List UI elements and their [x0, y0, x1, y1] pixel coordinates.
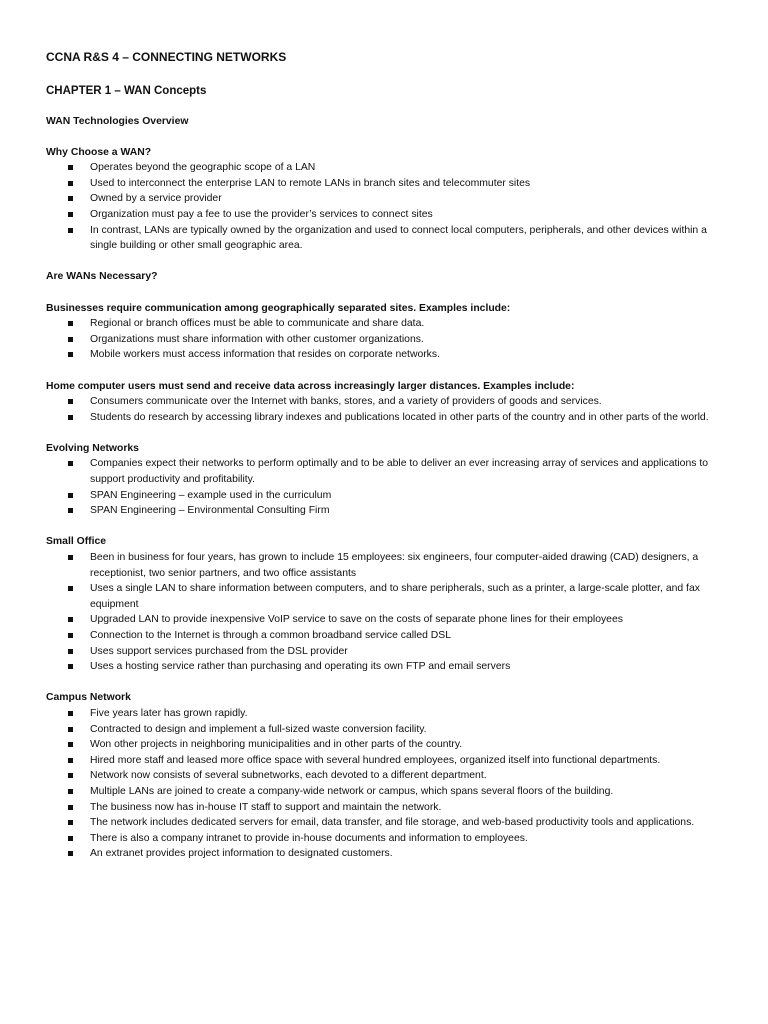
- square-bullet-icon: [68, 555, 73, 560]
- square-bullet-icon: [68, 461, 73, 466]
- square-bullet-icon: [68, 399, 73, 404]
- list-item: [46, 207, 730, 223]
- bullet-list: [46, 706, 730, 862]
- bullet-list: [46, 394, 730, 425]
- bullet-list: [46, 160, 730, 254]
- list-item: [46, 753, 730, 769]
- list-item-text: The business now has in-house IT staff to support and maintain the network.: [90, 801, 442, 813]
- section-heading: Campus Network: [46, 692, 131, 704]
- list-item: [46, 737, 730, 753]
- document-title: CCNA R&S 4 – CONNECTING NETWORKS: [46, 50, 287, 64]
- list-item-text: SPAN Engineering – example used in the curriculum: [90, 489, 332, 501]
- list-item: [46, 815, 730, 831]
- list-item: [46, 456, 730, 487]
- section-heading: Why Choose a WAN?: [46, 146, 152, 158]
- list-item-text: Uses a hosting service rather than purchasing and operating its own FTP and email servers: [90, 661, 511, 673]
- list-item-text: Students do research by accessing library indexes and publications located in other parts of the country and in other parts of the world.: [90, 411, 709, 423]
- list-item: [46, 550, 730, 581]
- square-bullet-icon: [68, 633, 73, 638]
- list-item-text: Owned by a service provider: [90, 193, 222, 205]
- list-item: [46, 347, 730, 363]
- list-item-text: SPAN Engineering – Environmental Consulting Firm: [90, 505, 330, 517]
- square-bullet-icon: [68, 181, 73, 186]
- list-item: [46, 223, 730, 254]
- square-bullet-icon: [68, 493, 73, 498]
- square-bullet-icon: [68, 711, 73, 716]
- list-item: [46, 612, 730, 628]
- bullet-list: [46, 456, 730, 518]
- square-bullet-icon: [68, 212, 73, 217]
- list-item-text: Mobile workers must access information that resides on corporate networks.: [90, 349, 440, 361]
- square-bullet-icon: [68, 352, 73, 357]
- list-item: [46, 581, 730, 612]
- list-item-text: Companies expect their networks to perform optimally and to be able to deliver an ever increasing array of services and applications to support productivity and profitability.: [90, 458, 708, 486]
- list-item-text: The network includes dedicated servers for email, data transfer, and file storage, and web-based productivity tools and applications.: [90, 817, 695, 829]
- list-item-text: Connection to the Internet is through a common broadband service called DSL: [90, 630, 451, 641]
- chapter-heading: CHAPTER 1 – WAN Concepts: [46, 85, 207, 97]
- section-heading: Small Office: [46, 536, 107, 548]
- list-item-text: Regional or branch offices must be able to communicate and share data.: [90, 318, 425, 330]
- square-bullet-icon: [68, 805, 73, 810]
- list-item: [46, 831, 730, 847]
- list-item: [46, 706, 730, 722]
- list-item-text: Won other projects in neighboring municipalities and in other parts of the country.: [90, 739, 463, 751]
- list-item-text: Upgraded LAN to provide inexpensive VoIP service to save on the costs of separate phone lines for their employees: [90, 614, 623, 626]
- list-item-text: An extranet provides project information to designated customers.: [90, 848, 393, 860]
- list-item-text: Uses support services purchased from the DSL provider: [90, 645, 348, 657]
- square-bullet-icon: [68, 742, 73, 747]
- list-item-text: Organization must pay a fee to use the provider’s services to connect sites: [90, 208, 433, 220]
- section-heading: Businesses require communication among geographically separated sites. Examples include:: [46, 302, 511, 314]
- list-item: [46, 503, 730, 519]
- section-heading: Home computer users must send and receive data across increasingly larger distances. Examples include:: [46, 380, 575, 392]
- list-item-text: Been in business for four years, has grown to include 15 employees: six engineers, four computer-aided drawing (CAD) designers, a receptionist, two senior partners, and two office assistants: [90, 552, 699, 579]
- square-bullet-icon: [68, 851, 73, 856]
- list-item-text: Organizations must share information with other customer organizations.: [90, 333, 424, 345]
- square-bullet-icon: [68, 649, 73, 654]
- section-heading: Are WANs Necessary?: [46, 271, 158, 283]
- list-item: [46, 628, 730, 644]
- square-bullet-icon: [68, 508, 73, 513]
- list-item: [46, 768, 730, 784]
- overview-heading: WAN Technologies Overview: [46, 116, 189, 127]
- square-bullet-icon: [68, 415, 73, 420]
- list-item: [46, 176, 730, 192]
- list-item-text: Network now consists of several subnetworks, each devoted to a different department.: [90, 770, 487, 782]
- list-item-text: Consumers communicate over the Internet with banks, stores, and a variety of providers of goods and services.: [90, 396, 602, 408]
- list-item: [46, 659, 730, 675]
- list-item: [46, 410, 730, 426]
- square-bullet-icon: [68, 836, 73, 841]
- list-item: [46, 316, 730, 332]
- square-bullet-icon: [68, 321, 73, 326]
- list-item-text: Uses a single LAN to share information between computers, and to share peripherals, such as a printer, a large-scale plotter, and fax equipment: [90, 583, 700, 610]
- list-item: [46, 332, 730, 348]
- list-item: [46, 488, 730, 504]
- document-page: [46, 48, 730, 878]
- section-heading: Evolving Networks: [46, 442, 139, 454]
- list-item: [46, 394, 730, 410]
- list-item-text: Multiple LANs are joined to create a company-wide network or campus, which spans several floors of the building.: [90, 785, 614, 797]
- square-bullet-icon: [68, 196, 73, 201]
- list-item-text: Operates beyond the geographic scope of a LAN: [90, 162, 316, 174]
- bullet-list: [46, 550, 730, 675]
- list-item: [46, 784, 730, 800]
- square-bullet-icon: [68, 586, 73, 591]
- square-bullet-icon: [68, 789, 73, 794]
- document-sections: [46, 145, 730, 862]
- square-bullet-icon: [68, 337, 73, 342]
- square-bullet-icon: [68, 617, 73, 622]
- list-item: [46, 644, 730, 660]
- list-item-text: There is also a company intranet to provide in-house documents and information to employees.: [90, 832, 528, 844]
- square-bullet-icon: [68, 228, 73, 233]
- square-bullet-icon: [68, 727, 73, 732]
- list-item-text: Hired more staff and leased more office space with several hundred employees, organized itself into functional departments.: [90, 754, 661, 766]
- bullet-list: [46, 316, 730, 363]
- square-bullet-icon: [68, 165, 73, 170]
- square-bullet-icon: [68, 758, 73, 763]
- list-item: [46, 800, 730, 816]
- list-item-text: Contracted to design and implement a full-sized waste conversion facility.: [90, 723, 427, 735]
- square-bullet-icon: [68, 820, 73, 825]
- square-bullet-icon: [68, 773, 73, 778]
- list-item-text: In contrast, LANs are typically owned by the organization and used to connect local computers, peripherals, and other devices within a single building or other small geographic area.: [90, 224, 707, 252]
- list-item: [46, 191, 730, 207]
- list-item: [46, 160, 730, 176]
- list-item-text: Five years later has grown rapidly.: [90, 707, 248, 719]
- square-bullet-icon: [68, 664, 73, 669]
- list-item: [46, 846, 730, 862]
- list-item: [46, 722, 730, 738]
- list-item-text: Used to interconnect the enterprise LAN to remote LANs in branch sites and telecommuter sites: [90, 177, 531, 189]
